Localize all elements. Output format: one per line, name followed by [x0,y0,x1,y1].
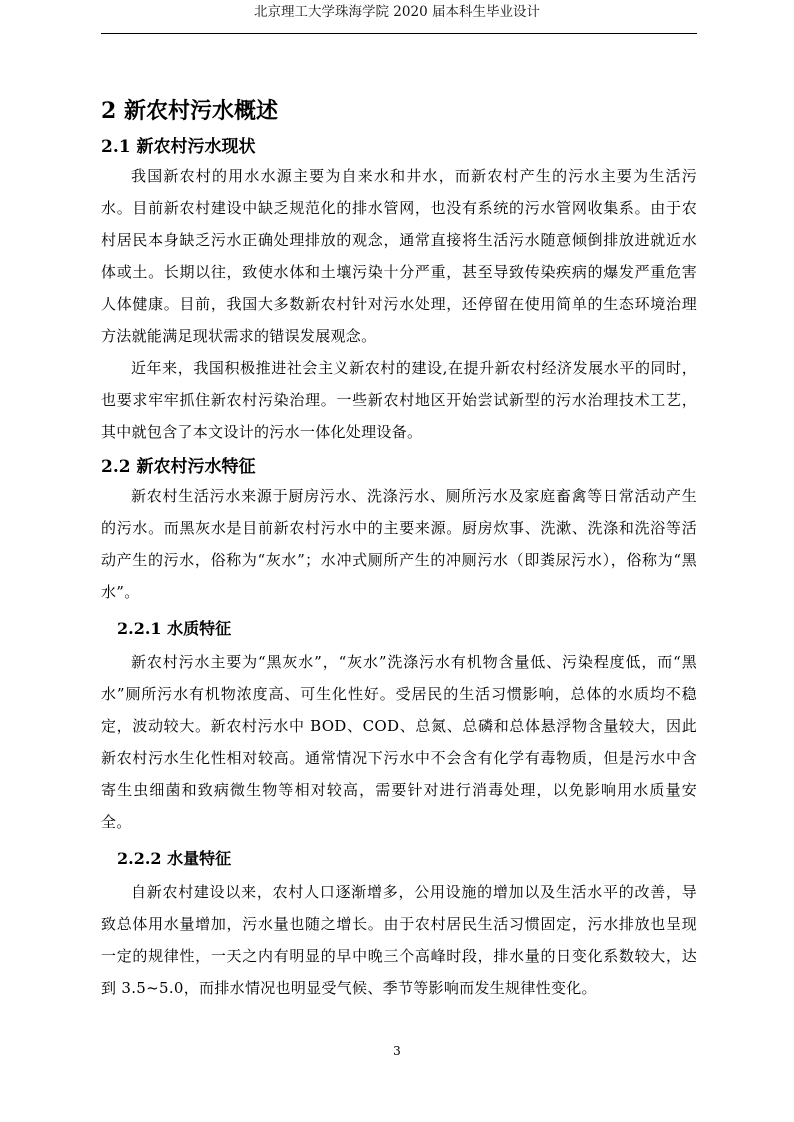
paragraph-2-1-b: 近年来，我国积极推进社会主义新农村的建设,在提升新农村经济发展水平的同时，也要求牢牢抓住新农村污染治理。一些新农村地区开始尝试新型的污水治理技术工艺，其中就包含了本文设计的污水一体化处理设备。 [101,359,697,441]
running-header: 北京理工大学珠海学院 2020 届本科生毕业设计 [254,4,540,20]
section-title-2-1: 2.1 新农村污水现状 [101,137,256,157]
section-title-2-2: 2.2 新农村污水特征 [101,457,256,477]
paragraph-2-2-2: 自新农村建设以来，农村人口逐渐增多，公用设施的增加以及生活水平的改善，导致总体用水量增加，污水量也随之增长。由于农村居民生活习惯固定，污水排放也呈现一定的规律性，一天之内有明显的早中晚三个高峰时段，排水量的日变化系数较大，达到 3.5~5.0，而排水情况也明显受气候、季节等影响而发生规律性变化。 [101,883,697,997]
paragraph-2-2-1: 新农村污水主要为“黑灰水”，“灰水”洗涤污水有机物含量低、污染程度低，而“黑水”厕所污水有机物浓度高、可生化性好。受居民的生活习惯影响，总体的水质均不稳定，波动较大。新农村污水中 BOD、COD、总氮、总磷和总体悬浮物含量较大，因此新农村污水生化性相对较高。通常情况下污水中不会含有化学有毒物质，但是污水中含寄生虫细菌和致病微生物等相对较高，需要针对进行消毒处理，以免影响用水质量安全。 [101,653,697,831]
paragraph-2-1-a: 我国新农村的用水水源主要为自来水和井水，而新农村产生的污水主要为生活污水。目前新农村建设中缺乏规范化的排水管网，也没有系统的污水管网收集系。由于农村居民本身缺乏污水正确处理排放的观念，通常直接将生活污水随意倾倒排放进就近水体或土。长期以往，致使水体和土壤污染十分严重，甚至导致传染疾病的爆发严重危害人体健康。目前，我国大多数新农村针对污水处理，还停留在使用简单的生态环境治理方法就能满足现状需求的错误发展观念。 [101,167,697,345]
page-number: 3 [393,1044,401,1058]
subsection-title-2-2-2: 2.2.2 水量特征 [117,849,232,868]
subsection-title-2-2-1: 2.2.1 水质特征 [117,619,232,638]
chapter-title: 2 新农村污水概述 [101,98,278,124]
header-rule [101,33,697,34]
page-body [101,94,697,1004]
paragraph-2-2: 新农村生活污水来源于厨房污水、洗涤污水、厕所污水及家庭畜禽等日常活动产生的污水。而黑灰水是目前新农村污水中的主要来源。厨房炊事、洗漱、洗涤和洗浴等活动产生的污水，俗称为“灰水”；水冲式厕所产生的冲厕污水（即粪尿污水），俗称为“黑水”。 [101,487,697,601]
